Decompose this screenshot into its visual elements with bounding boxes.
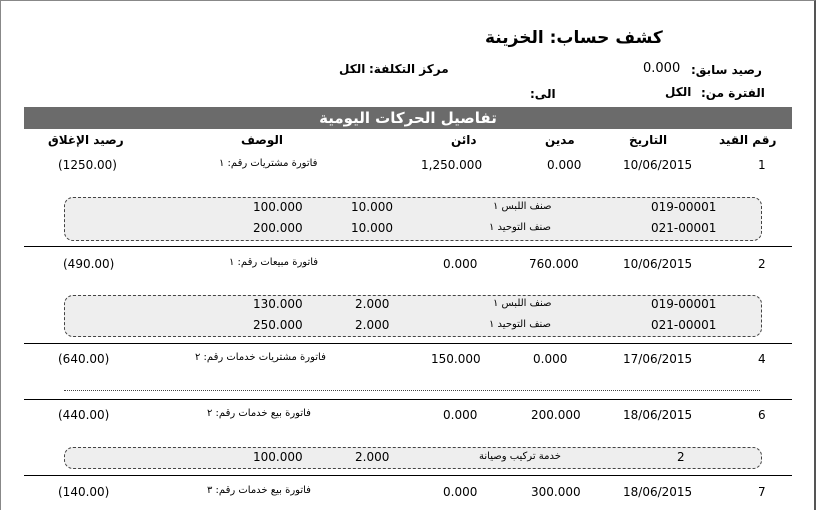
entry-no: 4	[758, 352, 766, 366]
period-to-label: الى:	[530, 87, 556, 101]
entry-credit: 0.000	[443, 485, 478, 499]
col-date: التاريخ	[629, 133, 668, 147]
entry-debit: 200.000	[531, 408, 581, 422]
item-name: صنف التوحيد ١	[489, 319, 552, 330]
col-debit: مدين	[545, 133, 575, 147]
entry-closing: (490.00)	[63, 257, 115, 271]
entry-date: 17/06/2015	[623, 352, 693, 366]
entry-credit: 1,250.000	[421, 158, 483, 172]
entry-no: 1	[758, 158, 766, 172]
entry-date: 10/06/2015	[623, 257, 693, 271]
entry-description: فاتورة بيع خدمات رقم: ٣	[207, 485, 311, 496]
entry-closing: (1250.00)	[58, 158, 117, 172]
period-from-label: الفترة من:	[701, 86, 765, 100]
entry-description: فاتورة مشتريات رقم: ١	[219, 158, 318, 169]
item-details-box	[64, 447, 762, 469]
period-from-value: الكل	[665, 85, 692, 99]
item-amount: 200.000	[253, 221, 303, 235]
item-qty: 2.000	[355, 450, 390, 464]
entry-debit: 0.000	[533, 352, 568, 366]
item-amount: 100.000	[253, 450, 303, 464]
prev-balance-value: 0.000	[643, 61, 681, 76]
entry-credit: 0.000	[443, 408, 478, 422]
item-code: 019-00001	[651, 297, 717, 311]
col-entry-no: رقم القيد	[719, 133, 777, 147]
entry-date: 18/06/2015	[623, 485, 693, 499]
item-code: 019-00001	[651, 200, 717, 214]
row-separator	[24, 343, 792, 344]
entry-description: فاتورة بيع خدمات رقم: ٢	[207, 408, 311, 419]
empty-details-line	[64, 390, 760, 391]
entry-credit: 0.000	[443, 257, 478, 271]
item-code: 021-00001	[651, 318, 717, 332]
row-separator	[24, 246, 792, 247]
entry-closing: (440.00)	[58, 408, 110, 422]
item-name: صنف التوحيد ١	[489, 222, 552, 233]
item-name: خدمة تركيب وصيانة	[479, 451, 561, 462]
item-code: 021-00001	[651, 221, 717, 235]
report-title: كشف حساب: الخزينة	[485, 28, 663, 48]
item-name: صنف اللبس ١	[493, 201, 552, 212]
section-title-band: تفاصيل الحركات اليومية	[24, 107, 792, 129]
item-amount: 130.000	[253, 297, 303, 311]
item-qty: 10.000	[351, 200, 393, 214]
item-qty: 2.000	[355, 297, 390, 311]
item-amount: 250.000	[253, 318, 303, 332]
col-credit: دائن	[451, 133, 477, 147]
item-qty: 10.000	[351, 221, 393, 235]
cost-center-label: مركز التكلفة:	[369, 62, 449, 76]
entry-description: فاتورة مبيعات رقم: ١	[229, 257, 319, 268]
prev-balance-label: رصيد سابق:	[691, 63, 762, 77]
entry-description: فاتورة مشتريات خدمات رقم: ٢	[195, 352, 326, 363]
item-qty: 2.000	[355, 318, 390, 332]
entry-closing: (640.00)	[58, 352, 110, 366]
item-amount: 100.000	[253, 200, 303, 214]
entry-debit: 300.000	[531, 485, 581, 499]
col-description: الوصف	[241, 133, 284, 147]
entry-no: 6	[758, 408, 766, 422]
cost-center-value: الكل	[339, 62, 366, 76]
entry-debit: 760.000	[529, 257, 579, 271]
entry-date: 10/06/2015	[623, 158, 693, 172]
col-closing-balance: رصيد الإغلاق	[48, 133, 124, 147]
entry-debit: 0.000	[547, 158, 582, 172]
row-separator	[24, 399, 792, 400]
entry-credit: 150.000	[431, 352, 481, 366]
entry-date: 18/06/2015	[623, 408, 693, 422]
item-name: صنف اللبس ١	[493, 298, 552, 309]
entry-no: 7	[758, 485, 766, 499]
item-code: 2	[677, 450, 685, 464]
row-separator	[24, 475, 792, 476]
entry-closing: (140.00)	[58, 485, 110, 499]
entry-no: 2	[758, 257, 766, 271]
